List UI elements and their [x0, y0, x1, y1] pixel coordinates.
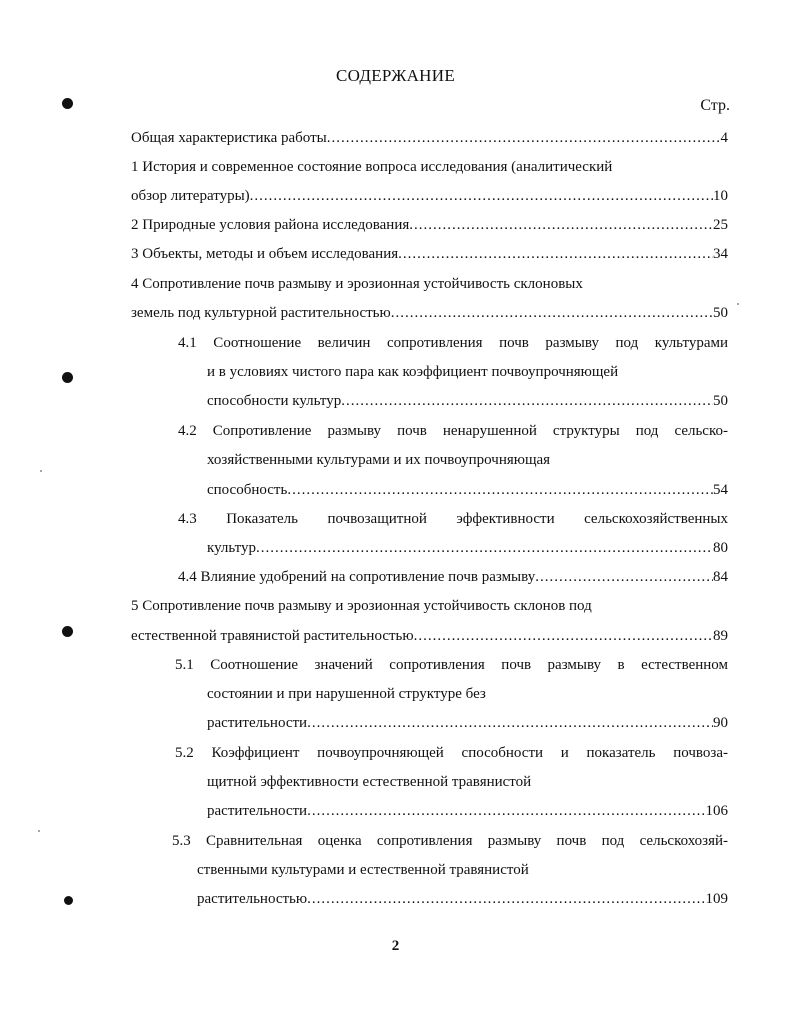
- toc-entry: [131, 157, 728, 177]
- toc-subentry: [175, 743, 728, 763]
- toc-subentry: [178, 421, 728, 441]
- toc-entry-page: 84: [713, 569, 728, 585]
- toc-entry: [131, 215, 728, 235]
- toc-entry-text: 4 Сопротивление почв размыву и эрозионная устойчивость склоновых: [131, 276, 583, 292]
- toc-entry-text: культур: [207, 540, 257, 556]
- toc-subentry: [207, 450, 728, 470]
- leader-dots: [250, 186, 713, 206]
- toc-subentry: [207, 684, 728, 704]
- toc-entry: [131, 186, 728, 206]
- toc-entry-text: 1 История и современное состояние вопроса исследования (аналитический: [131, 159, 613, 175]
- toc-entry-text: 4.1 Соотношение величин сопротивления почв размыву под культурами: [178, 335, 728, 351]
- toc-subentry: [178, 567, 728, 587]
- toc-entry-text: 5 Сопротивление почв размыву и эрозионная устойчивость склонов под: [131, 598, 592, 614]
- toc-entry-page: 10: [713, 188, 728, 204]
- toc-subentry: [207, 713, 728, 733]
- toc-entry-text: хозяйственными культурами и их почвоупрочняющая: [207, 452, 551, 468]
- leader-dots: [341, 391, 713, 411]
- toc-entry-text: 4.2 Сопротивление размыву почв ненарушенной структуры под сельско-: [178, 423, 728, 439]
- leader-dots: [409, 215, 713, 235]
- toc-entry-page: 50: [713, 305, 728, 321]
- toc-entry-page: 25: [713, 217, 728, 233]
- toc-entry-text: 5.1 Соотношение значений сопротивления почв размыву в естественном: [175, 657, 728, 673]
- toc-entry: [131, 274, 728, 294]
- toc-entry-text: способность: [207, 482, 288, 498]
- scan-speck: [737, 303, 739, 305]
- toc-entry-text: 5.3 Сравнительная оценка сопротивления размыву почв под сельскохозяй-: [172, 833, 728, 849]
- leader-dots: [327, 128, 721, 148]
- toc-entry-page: 4: [720, 130, 728, 146]
- toc-entry-text: 4.4 Влияние удобрений на сопротивление почв размыву: [178, 569, 536, 585]
- punch-hole-mark: [62, 98, 73, 109]
- toc-entry-text: растительности: [207, 803, 308, 819]
- leader-dots: [307, 889, 705, 909]
- leader-dots: [391, 303, 713, 323]
- toc-subentry: [178, 333, 728, 353]
- toc-entry-text: ственными культурами и естественной травянистой: [197, 862, 529, 878]
- toc-entry-text: щитной эффективности естественной травянистой: [207, 774, 532, 790]
- toc-entry: [131, 626, 728, 646]
- scan-speck: [38, 830, 40, 832]
- toc-entry-text: земель под культурной растительностью: [131, 305, 391, 321]
- toc-entry-page: 80: [713, 540, 728, 556]
- toc-entry-page: 34: [713, 246, 728, 262]
- leader-dots: [414, 626, 713, 646]
- toc-entry-text: 2 Природные условия района исследования: [131, 217, 410, 233]
- toc-entry-page: 109: [705, 891, 728, 907]
- toc-entry: [131, 244, 728, 264]
- toc-entry-text: Общая характеристика работы: [131, 130, 327, 146]
- toc-entry-text: растительности: [207, 715, 308, 731]
- toc-entry: [131, 128, 728, 148]
- leader-dots: [307, 713, 713, 733]
- toc-entry: [131, 303, 728, 323]
- toc-subentry: [207, 772, 728, 792]
- toc-entry-page: 106: [705, 803, 728, 819]
- toc-subentry: [172, 831, 728, 851]
- punch-hole-mark: [64, 896, 73, 905]
- toc-entry-text: 3 Объекты, методы и объем исследования: [131, 246, 399, 262]
- toc-entry-text: 5.2 Коэффициент почвоупрочняющей способности и показатель почвоза-: [175, 745, 728, 761]
- leader-dots: [307, 801, 705, 821]
- toc-entry-page: 50: [713, 393, 728, 409]
- toc-subentry: [197, 860, 728, 880]
- toc-entry-text: естественной травянистой растительностью: [131, 628, 414, 644]
- punch-hole-mark: [62, 372, 73, 383]
- toc-subentry: [197, 889, 728, 909]
- leader-dots: [287, 480, 713, 500]
- leader-dots: [398, 244, 713, 264]
- toc-subentry: [178, 509, 728, 529]
- scan-speck: [40, 470, 42, 472]
- leader-dots: [256, 538, 713, 558]
- toc-subentry: [207, 538, 728, 558]
- toc-subentry: [207, 362, 728, 382]
- toc-entry: [131, 596, 728, 616]
- punch-hole-mark: [62, 626, 73, 637]
- toc-entry-text: состоянии и при нарушенной структуре без: [207, 686, 486, 702]
- toc-entry-text: 4.3 Показатель почвозащитной эффективности сельскохозяйственных: [178, 511, 728, 527]
- toc-entry-text: способности культур: [207, 393, 342, 409]
- toc-subentry: [207, 801, 728, 821]
- toc-entry-page: 54: [713, 482, 728, 498]
- toc-entry-page: 89: [713, 628, 728, 644]
- page-column-label: Стр.: [700, 97, 730, 114]
- toc-entry-text: обзор литературы): [131, 188, 250, 204]
- page-title: СОДЕРЖАНИЕ: [335, 66, 456, 85]
- toc-entry-text: и в условиях чистого пара как коэффициент почвоупрочняющей: [207, 364, 619, 380]
- leader-dots: [535, 567, 713, 587]
- page-number: 2: [391, 938, 400, 954]
- toc-subentry: [175, 655, 728, 675]
- toc-entry-page: 90: [713, 715, 728, 731]
- toc-entry-text: растительностью: [197, 891, 308, 907]
- toc-subentry: [207, 391, 728, 411]
- toc-subentry: [207, 480, 728, 500]
